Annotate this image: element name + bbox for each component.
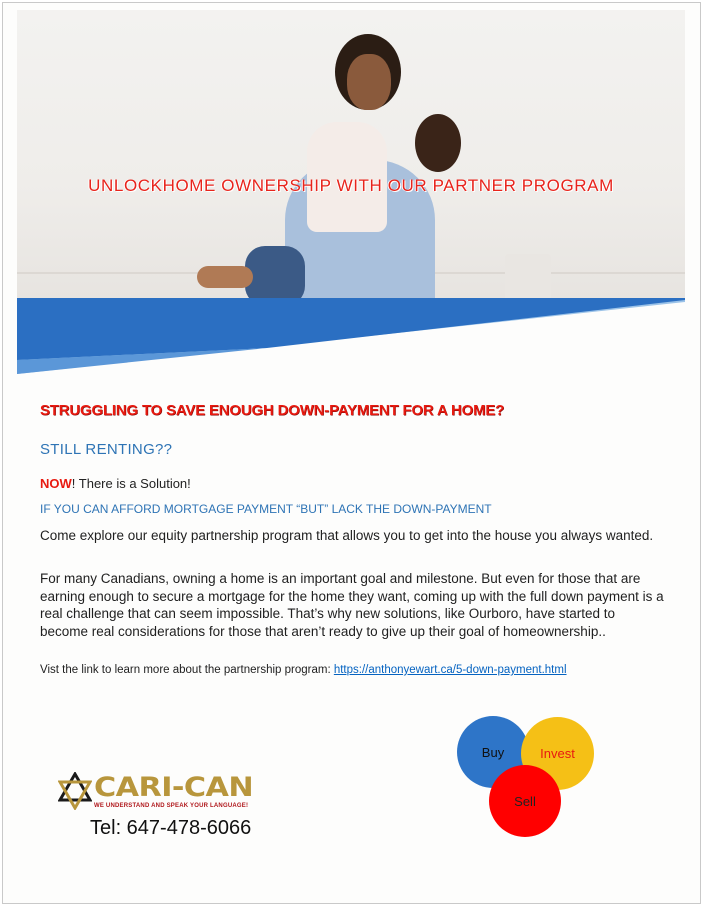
partnership-link[interactable]: https://anthonyewart.ca/5-down-payment.html [333, 664, 567, 676]
hero-photo [17, 10, 685, 300]
wave-banner [17, 298, 685, 374]
wave-dark-band [17, 298, 685, 360]
buy-label: Buy [481, 744, 505, 760]
hero-title: UNLOCKHOME OWNERSHIP WITH OUR PARTNER PROGRAM [88, 176, 614, 195]
afford-line: IF YOU CAN AFFORD MORTGAGE PAYMENT “BUT” LACK THE DOWN-PAYMENT [40, 502, 492, 516]
link-line [40, 664, 567, 676]
phone-number: Tel: 647-478-6066 [90, 817, 252, 839]
body-paragraph: For many Canadians, owning a home is an important goal and milestone. But even for those that are earning enough to secure a mortgage for the home they want, coming up with the full down payment is a real challenge that can seem impossible. That’s why new solutions, like Ourboro, have started to become real considerations for those that aren’t ready to give up their goal of homeownership.. [40, 571, 664, 639]
solution-line [40, 476, 191, 491]
intro-paragraph: Come explore our equity partnership program that allows you to get into the house you always wanted. [40, 528, 654, 543]
solution-text: ! There is a Solution! [71, 476, 191, 491]
cari-can-logo [58, 772, 268, 812]
logo-wordmark: CARI-CAN [94, 772, 254, 803]
hero-man-head [415, 114, 461, 172]
invest-label: Invest [540, 746, 575, 761]
hero-woman-legs [245, 246, 305, 300]
sell-circle [489, 765, 561, 837]
still-renting-heading: STILL RENTING?? [40, 441, 173, 458]
hero-woman-foot [197, 266, 253, 288]
now-emphasis: NOW [40, 476, 72, 491]
star-logo-icon [58, 772, 92, 810]
hero-lamp [505, 254, 551, 300]
link-prompt: Vist the link to learn more about the partnership program: [40, 664, 334, 676]
headline: STRUGGLING TO SAVE ENOUGH DOWN-PAYMENT FOR A HOME? [40, 402, 505, 419]
hero-woman-face [347, 54, 391, 110]
sell-label: Sell [514, 793, 536, 809]
logo-tagline: WE UNDERSTAND AND SPEAK YOUR LANGUAGE! [94, 803, 249, 809]
